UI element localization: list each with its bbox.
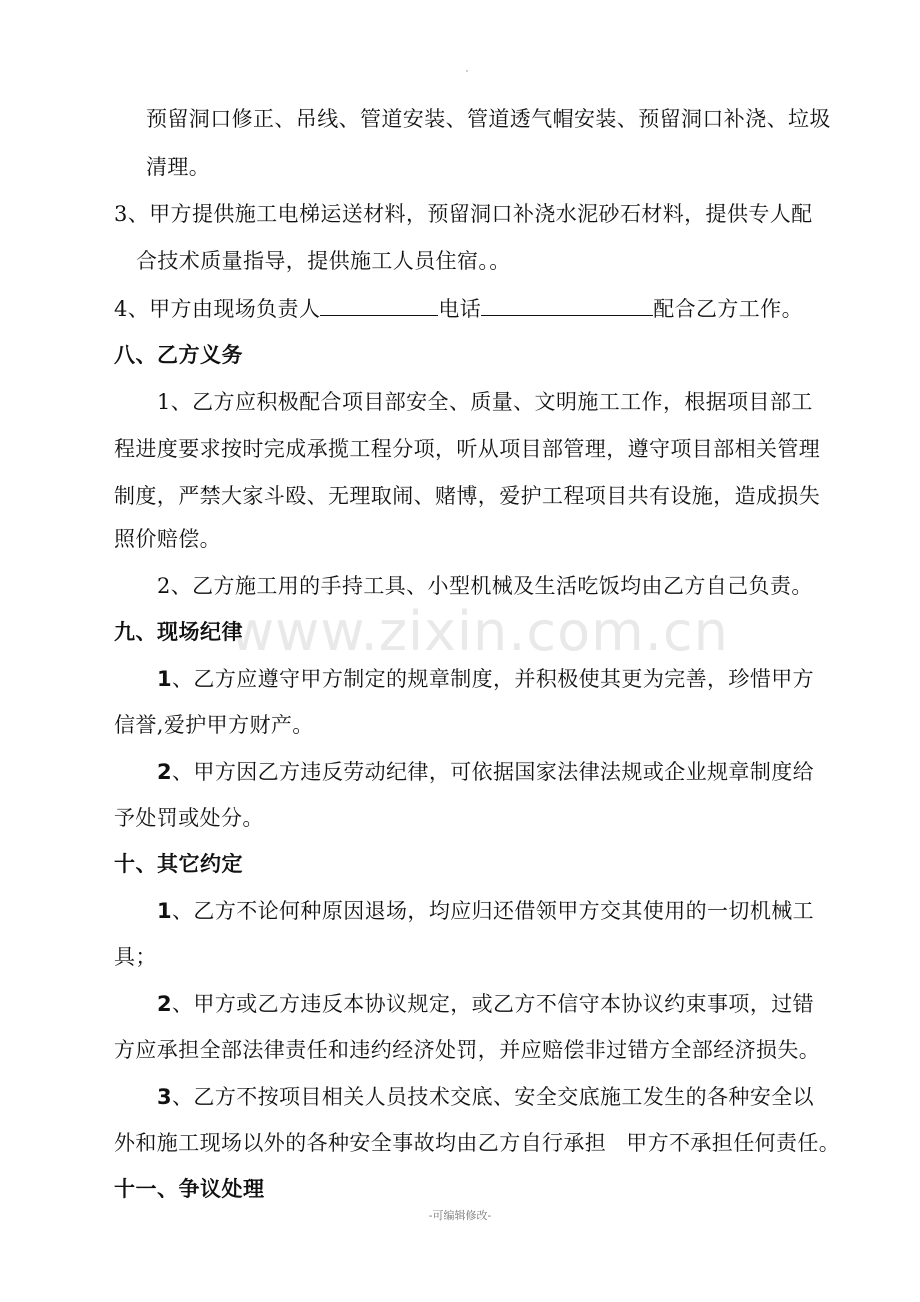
phone-blank[interactable] bbox=[481, 293, 653, 316]
contact-tail: 配合乙方工作。 bbox=[653, 297, 803, 321]
phone-label: 电话 bbox=[438, 297, 482, 321]
paragraph-line bbox=[157, 664, 814, 694]
item-number: 1 bbox=[157, 899, 173, 923]
paragraph-line bbox=[157, 1082, 814, 1112]
section-heading-9: 九、现场纪律 bbox=[114, 620, 243, 644]
section-heading-11: 十一、争议处理 bbox=[114, 1177, 265, 1201]
item-text: 甲方不承担任何责任。 bbox=[626, 1131, 841, 1155]
item-text: 、乙方不论何种原因退场，均应归还借领甲方交其使用的一切机械工 bbox=[172, 899, 815, 923]
contact-label: 4、甲方由现场负责人 bbox=[114, 297, 321, 321]
section-heading-10: 十、其它约定 bbox=[114, 852, 243, 876]
site-watermark: www.zixin.com.cn bbox=[230, 600, 729, 663]
paragraph-line: 照价赔偿。 bbox=[114, 527, 221, 551]
item-number: 1 bbox=[157, 667, 173, 691]
paragraph-line: 具； bbox=[114, 945, 157, 969]
paragraph-line: 预留洞口修正、吊线、管道安装、管道透气帽安装、预留洞口补浇、垃圾 bbox=[146, 107, 831, 131]
page-top-mark bbox=[466, 70, 468, 72]
item-number: 2 bbox=[157, 992, 173, 1016]
item-text: 、乙方应遵守甲方制定的规章制度，并积极使其更为完善，珍惜甲方 bbox=[172, 667, 815, 691]
contact-line bbox=[114, 293, 803, 324]
item-text: 、甲方或乙方违反本协议规定，或乙方不信守本协议约束事项，过错 bbox=[172, 992, 815, 1016]
paragraph-line: 予处罚或处分。 bbox=[114, 806, 264, 830]
item-number: 3 bbox=[157, 1085, 173, 1109]
paragraph-line: 3、甲方提供施工电梯运送材料，预留洞口补浇水泥砂石材料，提供专人配 bbox=[114, 202, 813, 226]
paragraph-line bbox=[157, 896, 814, 926]
paragraph-line bbox=[114, 1128, 840, 1158]
manager-blank[interactable] bbox=[320, 293, 438, 316]
paragraph-line: 2、乙方施工用的手持工具、小型机械及生活吃饭均由乙方自己负责。 bbox=[157, 574, 813, 598]
paragraph-line: 清理。 bbox=[146, 155, 211, 179]
paragraph-line bbox=[157, 989, 814, 1019]
paragraph-line: 方应承担全部法律责任和违约经济处罚，并应赔偿非过错方全部经济损失。 bbox=[114, 1038, 821, 1062]
paragraph-line bbox=[157, 757, 814, 787]
paragraph-line: 制度，严禁大家斗殴、无理取闹、赌博，爱护工程项目共有设施，造成损失 bbox=[114, 484, 821, 508]
page-footer: -可编辑修改- bbox=[428, 1209, 492, 1222]
paragraph-line: 程进度要求按时完成承揽工程分项，听从项目部管理，遵守项目部相关管理 bbox=[114, 437, 821, 461]
section-heading-8: 八、乙方义务 bbox=[114, 343, 243, 367]
paragraph-line: 合技术质量指导，提供施工人员住宿。。 bbox=[136, 249, 511, 273]
item-text: 外和施工现场以外的各种安全事故均由乙方自行承担 bbox=[114, 1131, 607, 1155]
item-text: 、甲方因乙方违反劳动纪律，可依据国家法律法规或企业规章制度给 bbox=[172, 760, 815, 784]
item-number: 2 bbox=[157, 760, 173, 784]
paragraph-line: 信誉,爱护甲方财产。 bbox=[114, 713, 314, 737]
item-text: 、乙方不按项目相关人员技术交底、安全交底施工发生的各种安全以 bbox=[172, 1085, 815, 1109]
paragraph-line: 1、乙方应积极配合项目部安全、质量、文明施工工作，根据项目部工 bbox=[157, 390, 813, 414]
